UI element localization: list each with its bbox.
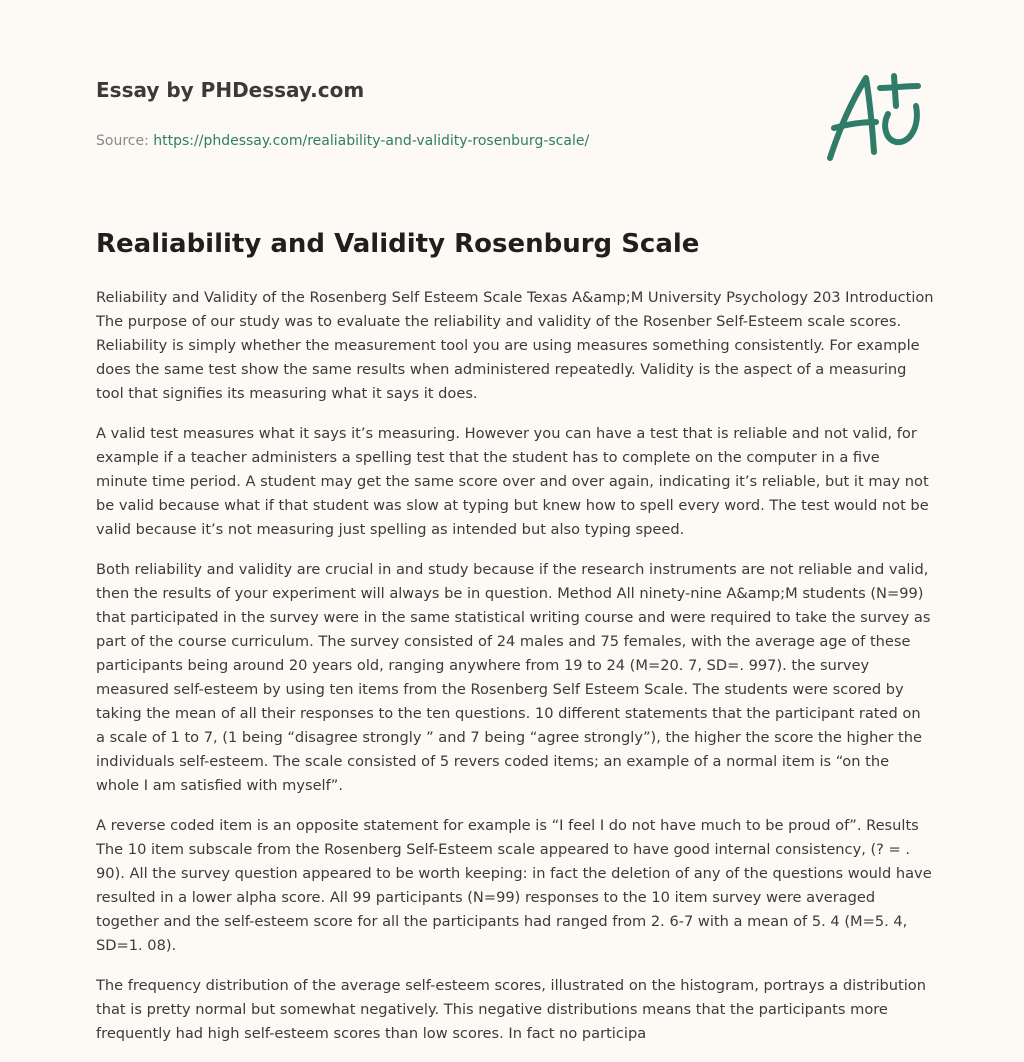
paragraph: A valid test measures what it says it’s measuring. However you can have a test that is reliable and not valid, for example if a teacher administers a spelling test that the student has to complete on the computer in a five minute time period. A student may get the same score over and over again, indicating it’s reliable, but it may not be valid because what if that student was slow at typing but knew how to spell every word. The test would not be valid because it’s not measuring just spelling as intended but also typing speed. — [96, 425, 929, 538]
page-header — [96, 76, 796, 151]
paragraph: Reliability and Validity of the Rosenberg Self Esteem Scale Texas A&amp;M University Psychology 203 Introduction The purpose of our study was to evaluate the reliability and validity of the Rosenber Self-Esteem scale scores. Reliability is simply whether the measurement tool you are using measures something consistently. For example does the same test show the same results when administered repeatedly. Validity is the aspect of a measuring tool that signifies its measuring what it says it does. — [96, 289, 934, 402]
document-title: Realiability and Validity Rosenburg Scale — [96, 229, 700, 259]
site-title: Essay by PHDessay.com — [96, 78, 365, 102]
source-label: Source: — [96, 133, 154, 149]
source-link[interactable]: https://phdessay.com/realiability-and-validity-rosenburg-scale/ — [153, 133, 590, 149]
a-plus-logo-icon — [822, 66, 930, 166]
paragraph: The frequency distribution of the average self-esteem scores, illustrated on the histogram, portrays a distribution that is pretty normal but somewhat negatively. This negative distributions means that the participants more frequently had high self-esteem scores than low scores. In fact no participa — [96, 977, 926, 1042]
document-body — [96, 286, 934, 1062]
source-line — [96, 131, 796, 151]
paragraph: Both reliability and validity are crucial in and study because if the research instruments are not reliable and valid, then the results of your experiment will always be in question. Method All ninety-nine A&amp;M students (N=99) that participated in the survey were in the same statistical writing course and were required to take the survey as part of the course curriculum. The survey consisted of 24 males and 75 females, with the average age of these participants being around 20 years old, ranging anywhere from 19 to 24 (M=20. 7, SD=. 997). the survey measured self-esteem by using ten items from the Rosenberg Self Esteem Scale. The students were scored by taking the mean of all their responses to the ten questions. 10 different statements that the participant rated on a scale of 1 to 7, (1 being “disagree strongly ” and 7 being “agree strongly”), the higher the score the higher the individuals self-esteem. The scale consisted of 5 revers coded items; an example of a normal item is “on the whole I am satisfied with myself”. — [96, 561, 931, 794]
paragraph: A reverse coded item is an opposite statement for example is “I feel I do not have much to be proud of”. Results The 10 item subscale from the Rosenberg Self-Esteem scale appeared to have good internal consistency, (? = . 90). All the survey question appeared to be worth keeping: in fact the deletion of any of the questions would have resulted in a lower alpha score. All 99 participants (N=99) responses to the 10 item survey were averaged together and the self-esteem score for all the participants had ranged from 2. 6-7 with a mean of 5. 4 (M=5. 4, SD=1. 08). — [96, 817, 932, 954]
